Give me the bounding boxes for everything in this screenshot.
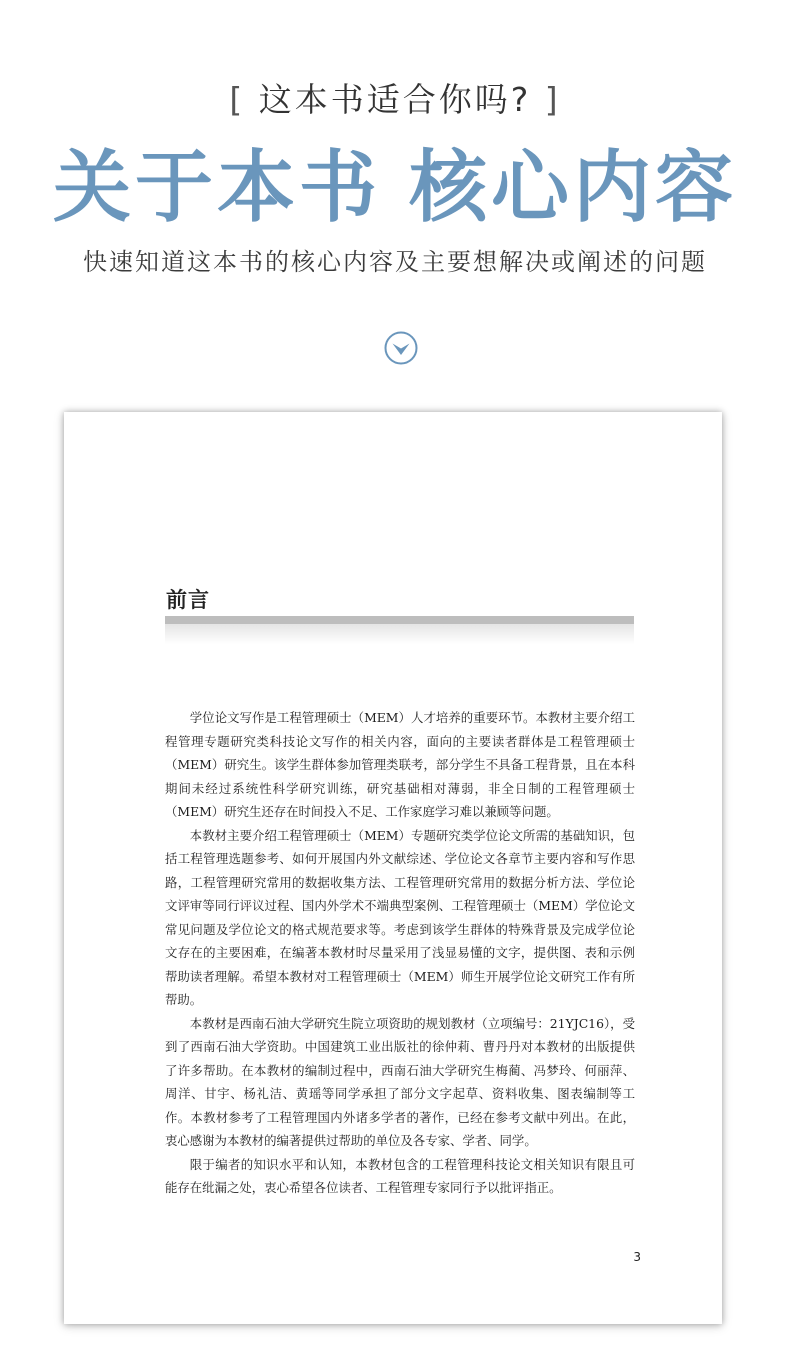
page-number: 3 — [633, 1250, 641, 1264]
tagline-close-bracket: ] — [544, 80, 561, 119]
preface-paragraph-3: 本教材是西南石油大学研究生院立项资助的规划教材（立项编号：21YJC16），受到了西南石油大学资助。中国建筑工业出版社的徐仲莉、曹丹丹对本教材的出版提供了许多帮助。在本教材的编制过程中，西南石油大学研究生梅蔺、冯梦玲、何丽萍、周洋、甘宇、杨礼洁、黄瑶等同学承担了部分文字起草、资料收集、图表编制等工作。本教材参考了工程管理国内外诸多学者的著作，已经在参考文献中列出。在此，衷心感谢为本教材的编著提供过帮助的单位及各专家、学者、同学。 — [165, 1015, 635, 1148]
main-title-part1: 关于本书 — [52, 142, 381, 233]
main-title — [0, 140, 790, 236]
preface-paragraph-4: 限于编者的知识水平和认知，本教材包含的工程管理科技论文相关知识有限且可能存在纰漏之处，衷心希望各位读者、工程管理专家同行予以批评指正。 — [165, 1156, 635, 1195]
preface-paragraph-1: 学位论文写作是工程管理硕士（MEM）人才培养的重要环节。本教材主要介绍工程管理专题研究类科技论文写作的相关内容，面向的主要读者群体是工程管理硕士（MEM）研究生。该学生群体参加管理类联考，部分学生不具备工程背景，且在本科期间未经过系统性科学研究训练，研究基础相对薄弱，非全日制的工程管理硕士（MEM）研究生还存在时间投入不足、工作家庭学习难以兼顾等问题。 — [165, 710, 635, 819]
heading-rule — [165, 616, 634, 624]
heading-rule-shadow — [165, 624, 634, 644]
tagline-open-bracket: [ — [229, 80, 246, 119]
preface-paragraph-2: 本教材主要介绍工程管理硕士（MEM）专题研究类学位论文所需的基础知识，包括工程管理选题参考、如何开展国内外文献综述、学位论文各章节主要内容和写作思路，工程管理研究常用的数据收集方法、工程管理研究常用的数据分析方法、学位论文评审等同行评议过程、国内外学术不端典型案例、工程管理硕士（MEM）学位论文常见问题及学位论文的格式规范要求等。考虑到该学生群体的特殊背景及完成学位论文存在的主要困难，在编著本教材时尽量采用了浅显易懂的文字，提供图、表和示例帮助读者理解。希望本教材对工程管理硕士（MEM）师生开展学位论文研究工作有所帮助。 — [165, 827, 635, 1007]
book-page — [64, 412, 722, 1324]
page-heading: 前言 — [166, 588, 210, 612]
chevron-circle-down-icon — [383, 330, 419, 366]
main-title-part2: 核心内容 — [409, 142, 738, 233]
subtitle: 快速知道这本书的核心内容及主要想解决或阐述的问题 — [83, 248, 707, 276]
promo-header — [0, 0, 790, 400]
tagline-text: 这本书适合你吗? — [258, 80, 532, 119]
tagline — [0, 78, 790, 122]
preface-body — [165, 706, 635, 1200]
